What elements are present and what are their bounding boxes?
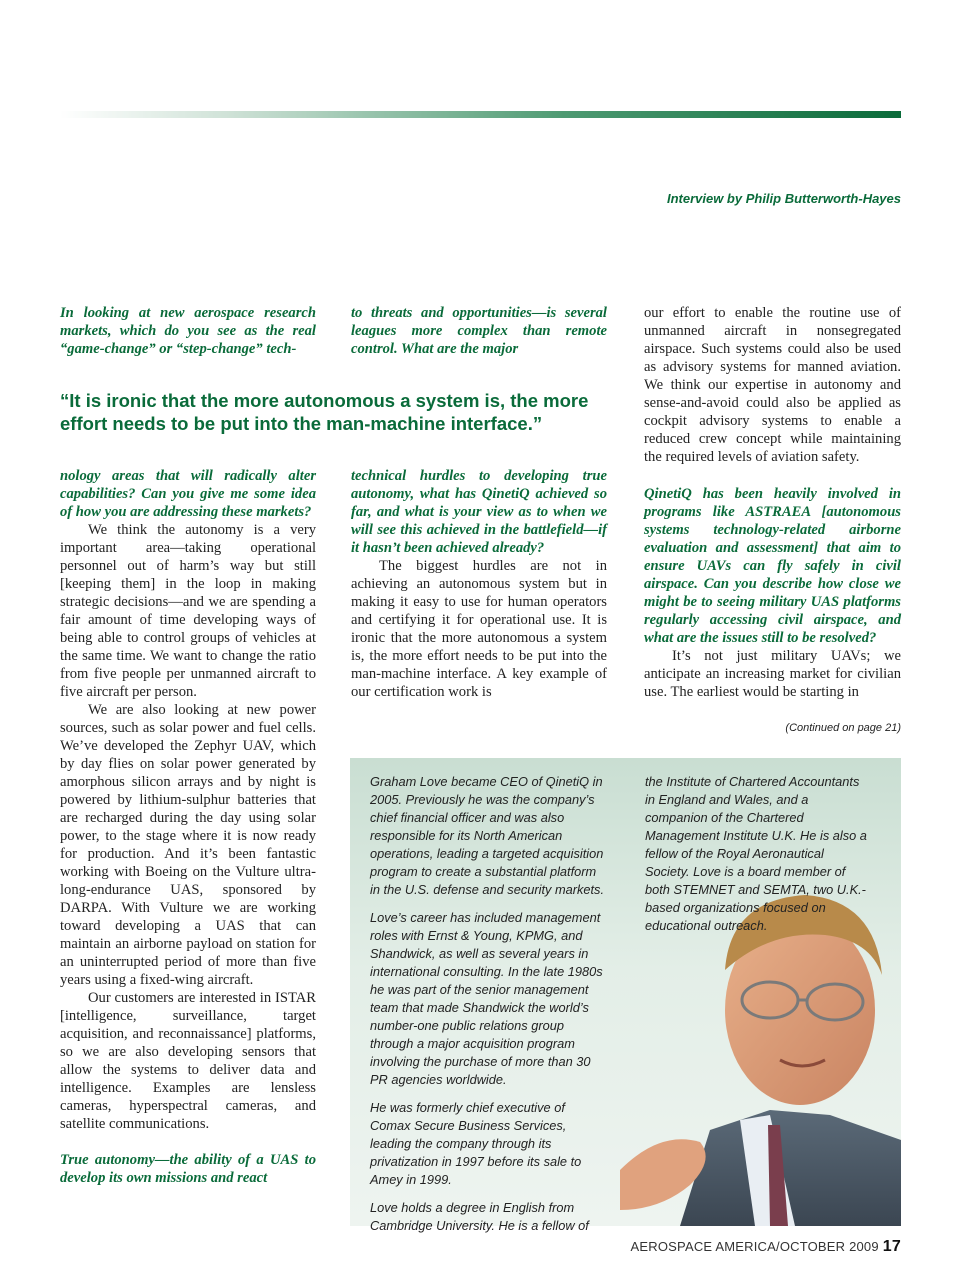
byline: Interview by Philip Butterworth-Hayes: [666, 191, 901, 206]
question-1-continued: nology areas that will radically alter capabilities? Can you give me some idea of how you are addressing these markets?: [60, 468, 316, 520]
column-2: [351, 467, 607, 701]
column-1: [60, 467, 316, 1187]
bio-left-column: [370, 773, 608, 1245]
answer-1-paragraph-1: We think the autonomy is a very important area—taking operational personnel out of harm’s way but still [keeping them] in the loop in making strategic decisions—and we are spending a fair amount of time developing ways of being able to control groups of vehicles at the same time. We want to change the ratio from five people per unmanned aircraft to five aircraft per person.: [60, 522, 316, 700]
bio-paragraph-1: Graham Love became CEO of QinetiQ in 2005. Previously he was the company’s chief financial officer and was also responsible for its North American operations, leading a targeted acquisition program to create a substantial platform in the U.S. defense and security markets.: [370, 774, 605, 897]
answer-3-paragraph-1: It’s not just military UAVs; we anticipate an increasing market for civilian use. The earliest would be starting in: [644, 648, 901, 700]
bio-paragraph-3: He was formerly chief executive of Comax Secure Business Services, leading the company through its privatization in 1997 before its sale to Amey in 1999.: [370, 1100, 582, 1187]
page-footer: [631, 1238, 901, 1256]
answer-1-paragraph-2: We are also looking at new power sources, such as solar power and fuel cells. We’ve developed the Zephyr UAV, which by day flies on solar power generated by amorphous silicon arrays and by night is powered by lithium-sulphur batteries that are recharged during the day using solar power, to the stage where it is now ready for production. And it’s been fantastic working with Boeing on the Vulture ultra-long-endurance UAS, sponsored by DARPA. With Vulture we are working toward developing a UAS that can maintain an airborne payload on station for an uninterrupted period of more than five years using a fixed-wing aircraft.: [60, 702, 316, 988]
question-3: QinetiQ has been heavily involved in programs like ASTRAEA [autonomous systems technology-related airborne evaluation and assessment] that aim to ensure UAVs can fly safely in civil airspace. Can you describe how close we might be to seeing military UAS platforms regularly accessing civil airspace, and what are the issues still to be resolved?: [644, 486, 901, 646]
bio-paragraph-5: the Institute of Chartered Accountants in England and Wales, and a companion of the Chartered Management Institute U.K. He is also a fellow of the Royal Aeronautical Society. Love is a board member of both STEMNET and SEMTA, two U.K.-based organizations focused on educational outreach.: [645, 774, 867, 933]
answer-1-paragraph-3: Our customers are interested in ISTAR [intelligence, surveillance, target acquisition, and reconnaissance] platforms, so we are also developing sensors that allow the systems to deliver data and intelligence. Examples are lensless cameras, hyperspectral cameras, and satellite communications.: [60, 990, 316, 1132]
publication-name: AEROSPACE AMERICA/OCTOBER 2009: [630, 1239, 879, 1254]
header-gradient-rule: [60, 111, 901, 118]
question-2: True autonomy—the ability of a UAS to develop its own missions and react: [60, 1152, 316, 1186]
pull-quote: “It is ironic that the more autonomous a system is, the more effort needs to be put into the man-machine interface.”: [60, 390, 589, 434]
bio-right-column: [645, 773, 870, 945]
bio-paragraph-4: Love holds a degree in English from Cambridge University. He is a fellow of: [370, 1200, 589, 1233]
question-2-start: to threats and opportunities—is several leagues more complex than remote control. What are the major: [351, 305, 607, 357]
continued-note: (Continued on page 21): [785, 722, 901, 734]
question-1-start: In looking at new aerospace research markets, which do you see as the real “game-change” or “step-change” tech-: [60, 305, 316, 357]
col3-intro-text: our effort to enable the routine use of unmanned aircraft in nonsegregated airspace. Such systems could also be used as advisory systems for manned aviation. We think our expertise in autonomy and sense-and-avoid could also be applied as cockpit advisory systems to enable a reduced crew concept while maintaining the required levels of aviation safety.: [644, 305, 901, 465]
answer-2-paragraph-1: The biggest hurdles are not in achieving an autonomous system but in making it easy to use for human operators and certifying it for operational use. It is ironic that the more autonomous a system is, the more effort needs to be put into the man-machine interface. A key example of our certification work is: [351, 558, 607, 700]
column-3: [644, 485, 901, 701]
bio-paragraph-2: Love’s career has included management roles with Ernst & Young, KPMG, and Shandwick, as well as several years in international consulting. In the late 1980s he was part of the senior management team that made Shandwick the world’s number-one public relations group through a major acquisition program involving the purchase of more than 30 PR agencies worldwide.: [370, 910, 603, 1087]
question-2-continued: technical hurdles to developing true autonomy, what has QinetiQ achieved so far, and what is your view as to when we will see this achieved in the battlefield—if it hasn’t been achieved already?: [351, 468, 607, 556]
page-number: 17: [882, 1238, 901, 1255]
